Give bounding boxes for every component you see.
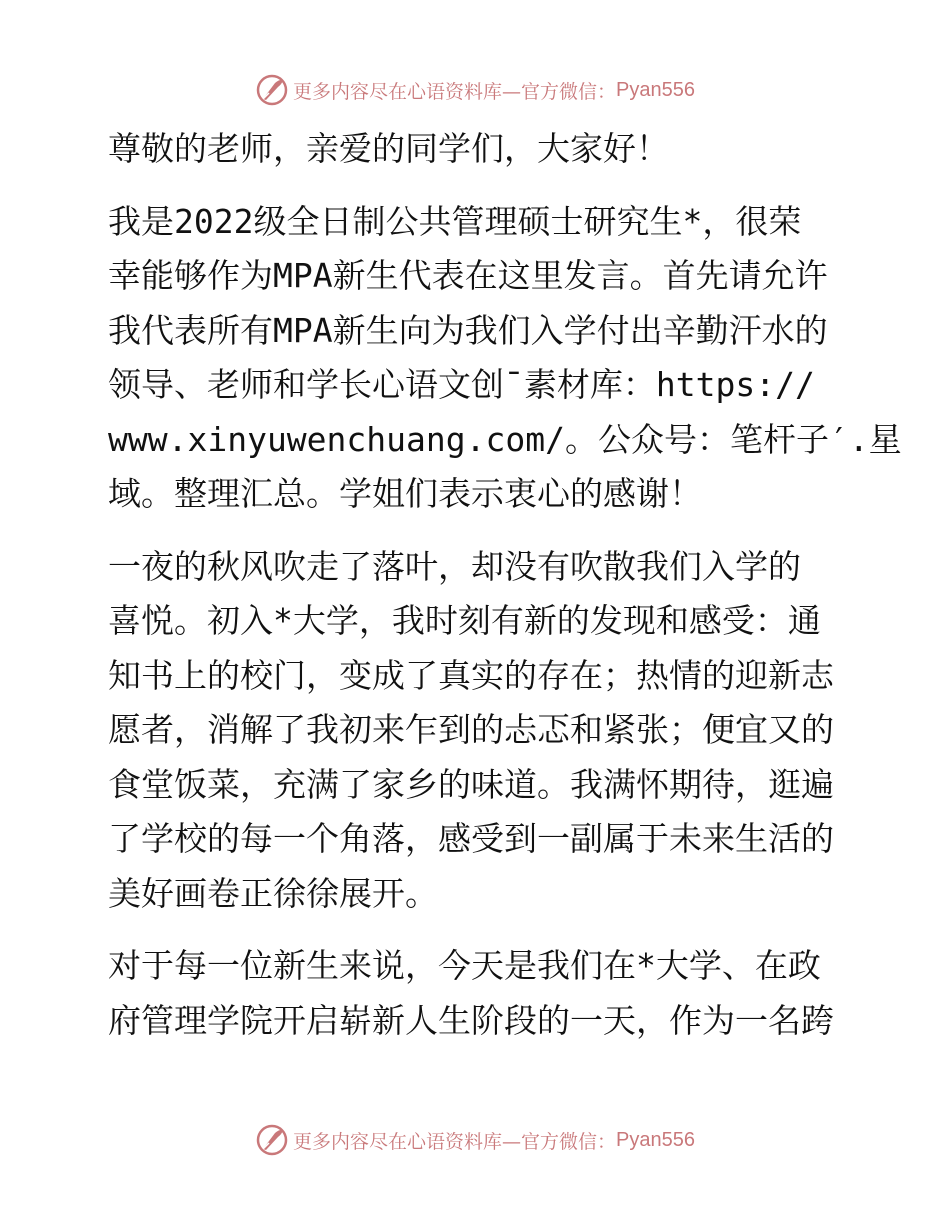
paragraph-new-stage: [97, 939, 857, 1048]
text-line: 美好画卷正徐徐展开。: [108, 873, 438, 913]
text-line: 我代表所有MPA新生向为我们入学付出辛勤汗水的: [108, 310, 828, 350]
text-line: 对于每一位新生来说，今天是我们在*大学、在政: [108, 946, 821, 985]
text-line: 尊敬的老师，亲爱的同学们，大家好！: [108, 129, 669, 168]
paragraph-impressions: [97, 540, 857, 922]
text-line: 知书上的校门，变成了真实的存在；热情的迎新志: [108, 655, 834, 695]
text-line: 我是2022级全日制公共管理硕士研究生*，很荣: [108, 201, 802, 241]
footer-banner: [0, 1120, 950, 1160]
text-line: www.xinyuwenchuang.com/。公众号：笔杆子′.星: [108, 419, 902, 459]
header-wechat-id: Pyan556: [616, 78, 695, 101]
text-line: 一夜的秋风吹走了落叶，却没有吹散我们入学的: [108, 546, 801, 586]
text-line: 府管理学院开启崭新人生阶段的一天，作为一名跨: [108, 1000, 834, 1040]
header-banner-text: 更多内容尽在心语资料库—官方微信：: [293, 80, 617, 103]
text-line: 喜悦。初入*大学，我时刻有新的发现和感受：通: [108, 601, 821, 640]
text-line: 域。整理汇总。学姐们表示衷心的感谢！: [108, 474, 702, 513]
quill-pen-logo-icon: [255, 1123, 289, 1157]
header-banner: [0, 70, 950, 110]
quill-pen-logo-icon: [255, 73, 289, 107]
text-line: 了学校的每一个角落，感受到一副属于未来生活的: [108, 819, 834, 858]
footer-banner-text: 更多内容尽在心语资料库—官方微信：: [293, 1130, 617, 1153]
text-line: 领导、老师和学长心语文创¯素材库：https://: [108, 365, 815, 404]
text-line: 幸能够作为MPA新生代表在这里发言。首先请允许: [108, 256, 828, 295]
paragraph-introduction: [97, 195, 902, 522]
document-body: [97, 122, 902, 1066]
footer-wechat-id: Pyan556: [616, 1128, 695, 1151]
paragraph-greeting: [97, 122, 857, 177]
text-line: 愿者，消解了我初来乍到的忐忑和紧张；便宜又的: [108, 710, 834, 749]
text-line: 食堂饭菜，充满了家乡的味道。我满怀期待，逛遍: [108, 764, 834, 804]
